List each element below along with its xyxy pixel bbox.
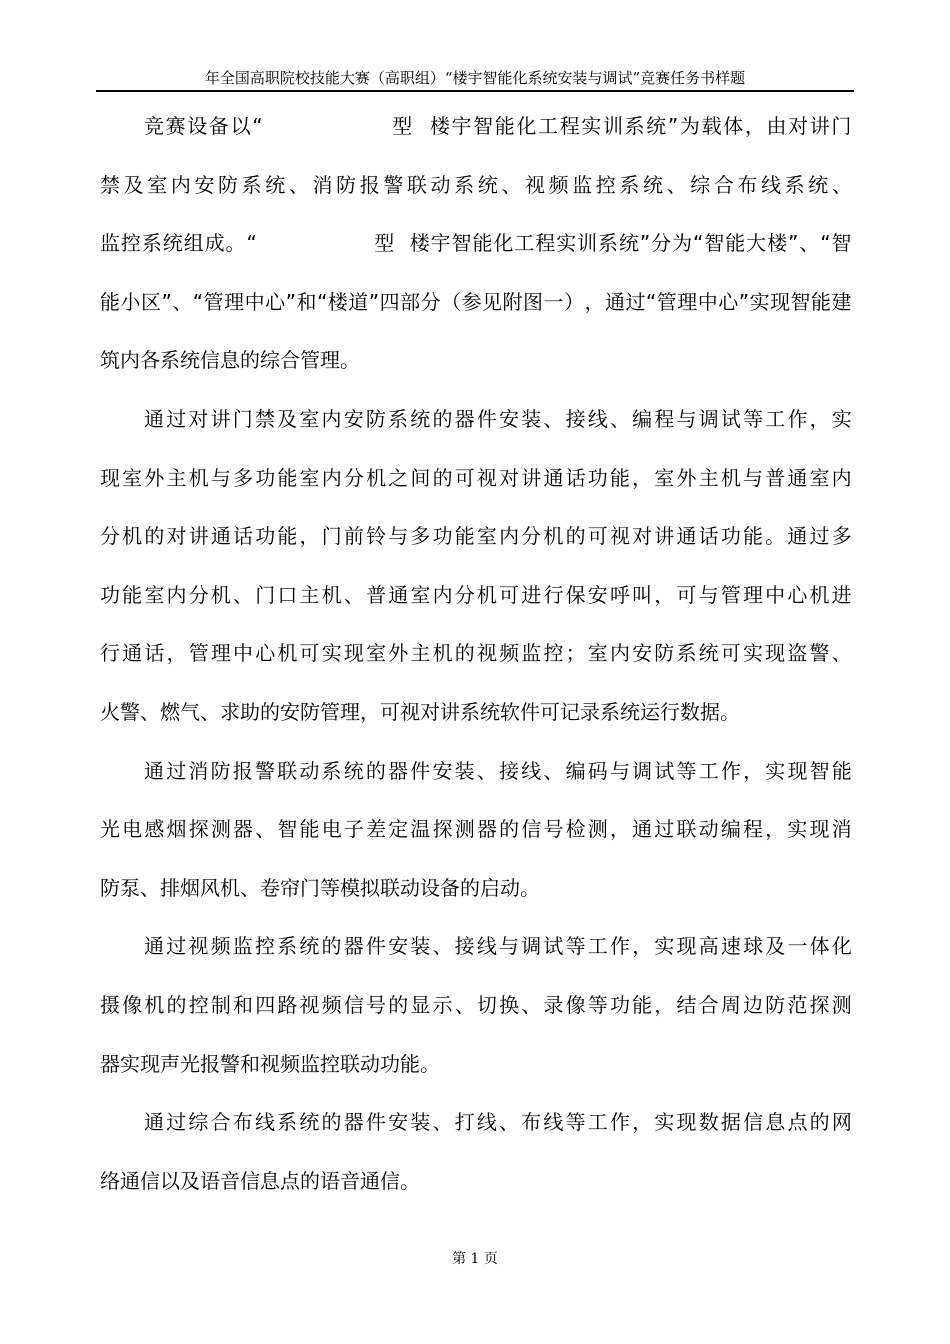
text-line: 分 机 的 对 讲 通 话 功 能 ， 门 前 铃 与 多 功 能 室 内 分 机 的 可 视 对 讲 通 话 功 能 。 通 过 多: [100, 524, 852, 549]
text-line: 通 过 视 频 监 控 系 统 的 器 件 安 装 、 接 线 与 调 试 等 工 作 ， 实 现 高 速 球 及 一 体 化: [144, 934, 852, 959]
text-line: 禁 及 室 内 安 防 系 统 、 消 防 报 警 联 动 系 统 、 视 频 监 控 系 统 、 综 合 布 线 系 统 、: [100, 172, 852, 197]
text-line: 器实现声光报警和视频监控联动功能。: [100, 1051, 440, 1076]
text-line: 通 过 综 合 布 线 系 统 的 器 件 安 装 、 打 线 、 布 线 等 工 作 ， 实 现 数 据 信 息 点 的 网: [144, 1110, 852, 1135]
header-divider: [96, 90, 854, 92]
text-line: 竞 赛 设 备 以 “ 型 楼 宇 智 能 化 工 程 实 训 系 统 ” 为 载 体 ， 由 对 讲 门: [144, 114, 852, 138]
text-line: 通 过 消 防 报 警 联 动 系 统 的 器 件 安 装 、 接 线 、 编 码 与 调 试 等 工 作 ， 实 现 智 能: [144, 758, 852, 783]
text-line: 络通信以及语音信息点的语音通信。: [100, 1168, 420, 1193]
text-line: 监 控 系 统 组 成 。 “ 型 楼 宇 智 能 化 工 程 实 训 系 统 ” 分 为 “ 智 能 大 楼 ” 、 “ 智: [100, 231, 852, 256]
text-line: 现 室 外 主 机 与 多 功 能 室 内 分 机 之 间 的 可 视 对 讲 通 话 功 能 ， 室 外 主 机 与 普 通 室 内: [100, 465, 852, 490]
text-line: 火警、燃气、求助的安防管理，可视对讲系统软件可记录系统运行数据。: [100, 699, 740, 724]
text-line: 光 电 感 烟 探 测 器 、 智 能 电 子 差 定 温 探 测 器 的 信 号 检 测 ， 通 过 联 动 编 程 ， 实 现 消: [100, 817, 852, 842]
text-line: 摄 像 机 的 控 制 和 四 路 视 频 信 号 的 显 示 、 切 换 、 录 像 等 功 能 ， 结 合 周 边 防 范 探 测: [100, 992, 852, 1017]
page-number: 第 1 页: [452, 1251, 498, 1267]
text-line: 通 过 对 讲 门 禁 及 室 内 安 防 系 统 的 器 件 安 装 、 接 线 、 编 程 与 调 试 等 工 作 ， 实: [144, 406, 852, 431]
text-line: 筑内各系统信息的综合管理。: [100, 348, 360, 373]
text-line: 行 通 话 ， 管 理 中 心 机 可 实 现 室 外 主 机 的 视 频 监 控 ； 室 内 安 防 系 统 可 实 现 盗 警 、: [100, 641, 852, 666]
page-header: 年全国高职院校技能大赛（高职组）“楼宇智能化系统安装与调试”竞赛任务书样题: [204, 69, 746, 87]
text-line: 功 能 室 内 分 机 、 门 口 主 机 、 普 通 室 内 分 机 可 进 行 保 安 呼 叫 ， 可 与 管 理 中 心 机 进: [100, 582, 852, 607]
document-body: [100, 97, 852, 1210]
text-line: 能 小 区 ” 、 “ 管 理 中 心 ” 和 “ 楼 道 ” 四 部 分 （ 参 见 附 图 一 ） ， 通 过 “ 管 理 中 心 ” 实 现 智 能 建: [100, 289, 852, 314]
text-line: 防泵、排烟风机、卷帘门等模拟联动设备的启动。: [100, 875, 540, 900]
